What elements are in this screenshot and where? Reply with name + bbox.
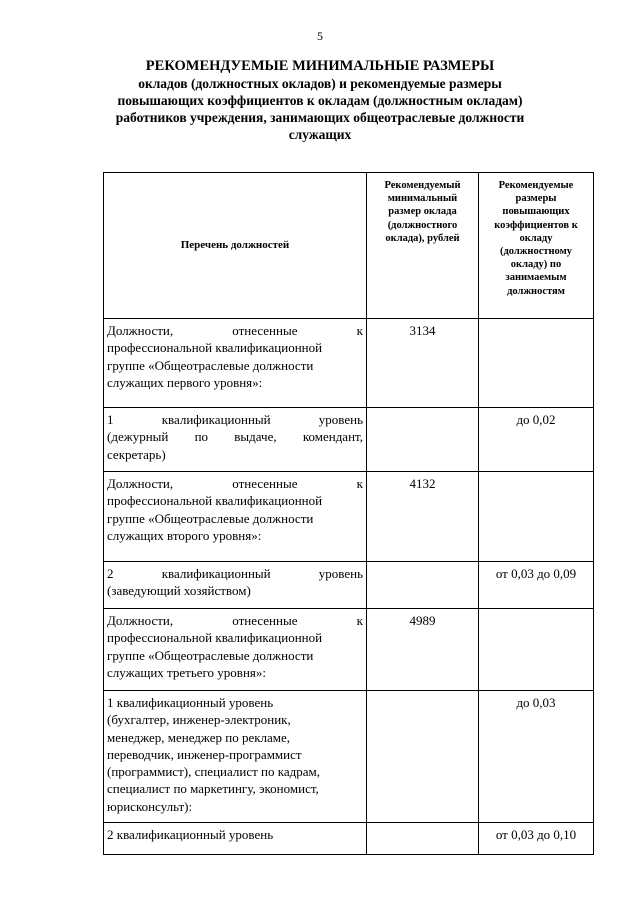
position-line: 2 квалификационный уровень [107,566,363,581]
position-cell [104,609,367,691]
position-cell [104,408,367,472]
table-row [104,609,594,691]
salary-cell: 4989 [367,609,479,691]
coefficient-cell: до 0,03 [479,691,594,823]
salary-cell [367,691,479,823]
position-line: (программист), специалист по кадрам, [107,764,320,780]
header-coefficient-line: повышающих [502,206,570,218]
position-line: профессиональной квалификационной [107,493,323,509]
header-coefficient-line: окладу [519,232,553,244]
position-line: 1 квалификационный уровень [107,695,274,710]
position-line: специалист по маркетингу, экономист, [107,781,319,797]
header-position: Перечень должностей [104,173,367,319]
position-line: менеджер, менеджер по рекламе, [107,729,291,745]
header-salary-line: размер оклада [388,206,457,218]
coefficient-cell [479,472,594,562]
position-line: 1 квалификационный уровень [107,412,363,427]
coefficient-cell [479,319,594,408]
position-line: служащих третьего уровня»: [107,664,266,680]
header-salary-line: оклада), рублей [385,232,460,244]
header-salary-line: Рекомендуемый [384,180,461,191]
position-line: служащих первого уровня»: [107,374,263,390]
position-cell [104,319,367,408]
header-salary [367,173,479,319]
table-row [104,562,594,609]
position-line: группе «Общеотраслевые должности [107,647,314,663]
coefficient-cell [479,609,594,691]
salary-cell [367,823,479,855]
header-coefficient-line: (должностному [499,246,573,258]
header-salary-line: минимальный [387,193,458,205]
salary-cell [367,562,479,609]
header-coefficient-line: коэффициентов к [494,219,578,231]
header-coefficient-line: Рекомендуемые [498,180,574,191]
position-line: Должности, отнесенные к [107,476,363,491]
position-line: группе «Общеотраслевые должности [107,357,314,373]
heading-line-5: служащих [288,127,352,142]
heading-line-2: окладов (должностных окладов) и рекомендуемые размеры [138,76,502,91]
header-coefficient-line: занимаемым [505,272,567,284]
position-line: группе «Общеотраслевые должности [107,510,314,526]
table-row [104,691,594,823]
position-line: служащих второго уровня»: [107,527,262,543]
position-line: (бухгалтер, инженер-электроник, [107,712,291,728]
table-header-row [104,173,594,319]
coefficient-cell: до 0,02 [479,408,594,472]
salary-cell: 3134 [367,319,479,408]
document-heading [80,58,560,143]
position-line: Должности, отнесенные к [107,613,363,628]
heading-line-3: повышающих коэффициентов к окладам (должностным окладам) [117,93,523,108]
position-cell [104,562,367,609]
position-line: юрисконсульт): [107,798,193,814]
salary-table [103,172,594,855]
table-row [104,408,594,472]
header-coefficient-line: окладу) по [510,259,562,271]
coefficient-cell: от 0,03 до 0,10 [479,823,594,855]
position-line: переводчик, инженер-программист [107,746,302,762]
position-cell [104,472,367,562]
table-row [104,319,594,408]
heading-line-1: РЕКОМЕНДУЕМЫЕ МИНИМАЛЬНЫЕ РАЗМЕРЫ [145,58,495,74]
position-line: профессиональной квалификационной [107,340,323,356]
position-line: Должности, отнесенные к [107,323,363,338]
position-line: секретарь) [107,446,166,462]
salary-cell [367,408,479,472]
position-cell [104,823,367,855]
position-line: профессиональной квалификационной [107,630,323,646]
header-coefficient [479,173,594,319]
position-line: (заведующий хозяйством) [107,583,251,599]
position-line: (дежурный по выдаче, комендант, [107,429,363,445]
coefficient-cell: от 0,03 до 0,09 [479,562,594,609]
position-cell [104,691,367,823]
page-number: 5 [317,29,323,43]
salary-cell: 4132 [367,472,479,562]
heading-line-4: работников учреждения, занимающих общеотраслевые должности [115,110,525,125]
header-coefficient-line: должностям [507,285,565,297]
table-row [104,472,594,562]
header-coefficient-line: размеры [515,193,557,205]
position-line: 2 квалификационный уровень [107,827,274,842]
table-row [104,823,594,855]
header-salary-line: (должностного [387,219,458,231]
